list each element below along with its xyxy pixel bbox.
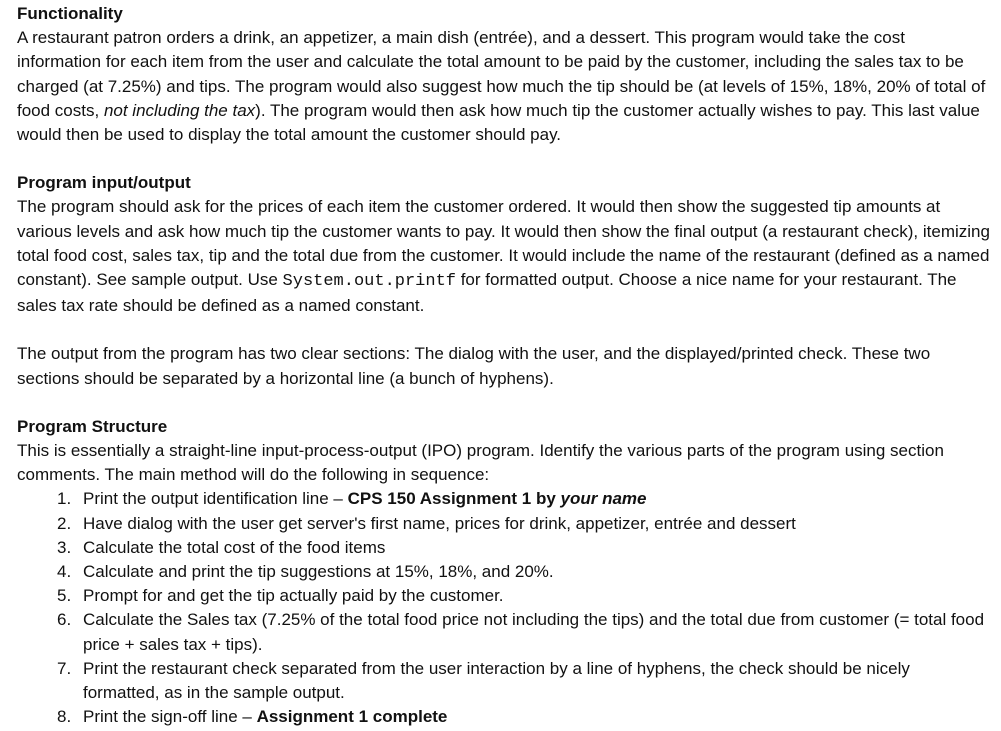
step-number: 5. [57,586,72,606]
list-item [57,487,991,511]
step-number: 2. [57,513,72,533]
step-text: Calculate the total cost of the food items [83,537,386,557]
structure-heading: Program Structure [17,416,168,436]
list-item [57,536,991,560]
step-text: Prompt for and get the tip actually paid by the customer. [83,586,504,606]
functionality-text-end: ). The program would then ask how much tip the customer actually wishes to pay. This last value would then be used to display the total amount the customer should pay. [17,100,980,145]
step-number: 6. [57,610,72,630]
step-text: Print the sign-off line – [83,707,257,727]
step-number: 1. [57,489,72,509]
section-spacer [17,391,991,415]
io-paragraph-2: The output from the program has two clear sections: The dialog with the user, and the displayed/printed check. These two sections should be separated by a horizontal line (a bunch of hyphens). [17,344,931,388]
step-number: 8. [57,707,72,727]
step-number: 3. [57,537,72,557]
section-spacer [17,147,991,171]
steps-list [17,487,991,729]
step-text: Calculate the Sales tax (7.25% of the total food price not including the tips) and the total due from customer (= total food price + sales tax + tips). [83,610,985,654]
functionality-heading: Functionality [17,4,123,23]
list-item [57,608,991,656]
list-item [57,657,991,705]
step-text: Print the output identification line – [83,489,348,509]
step-number: 7. [57,658,72,678]
section-spacer [17,318,991,342]
step-bold-text: CPS 150 Assignment 1 by [347,489,561,509]
io-text: The program should ask for the prices of each item the customer ordered. It would then show the suggested tip amounts at various levels and ask how much tip the customer wants to pay. It would then show the final output (a restaurant check), itemizing total food cost, sales tax, tip and the total due from the customer. It would include the name of the restaurant (defined as a named constant). See sample output. Use [17,197,990,290]
functionality-italic-text: not including the tax [103,100,256,120]
io-heading: Program input/output [17,173,191,193]
step-bold-italic-text: your name [560,489,647,509]
structure-intro: This is essentially a straight-line input-process-output (IPO) program. Identify the various parts of the program using section comments. The main method will do the following in sequence: [17,441,944,485]
step-number: 4. [57,562,72,582]
step-text: Calculate and print the tip suggestions at 15%, 18%, and 20%. [83,562,554,582]
step-text: Have dialog with the user get server's first name, prices for drink, appetizer, entrée and dessert [83,513,796,533]
list-item [57,705,991,729]
step-bold-text: Assignment 1 complete [256,707,448,727]
io-code: System.out.printf [282,272,456,292]
functionality-paragraph [17,26,991,147]
step-text: Print the restaurant check separated from the user interaction by a line of hyphens, the check should be nicely formatted, as in the sample output. [83,658,910,703]
list-item [57,584,991,608]
io-text-end: for formatted output. Choose a nice name for your restaurant. The sales tax rate should be defined as a named constant. [17,270,957,316]
functionality-text: A restaurant patron orders a drink, an appetizer, a main dish (entrée), and a dessert. This program would take the cost information for each item from the user and calculate the total amount to be paid by the customer, including the sales tax to be charged (at 7.25%) and tips. The program would also suggest how much the tip should be (at levels of 15%, 18%, 20% of total of food costs, [17,28,986,120]
list-item [57,560,991,584]
io-paragraph [17,195,991,318]
list-item [57,512,991,536]
